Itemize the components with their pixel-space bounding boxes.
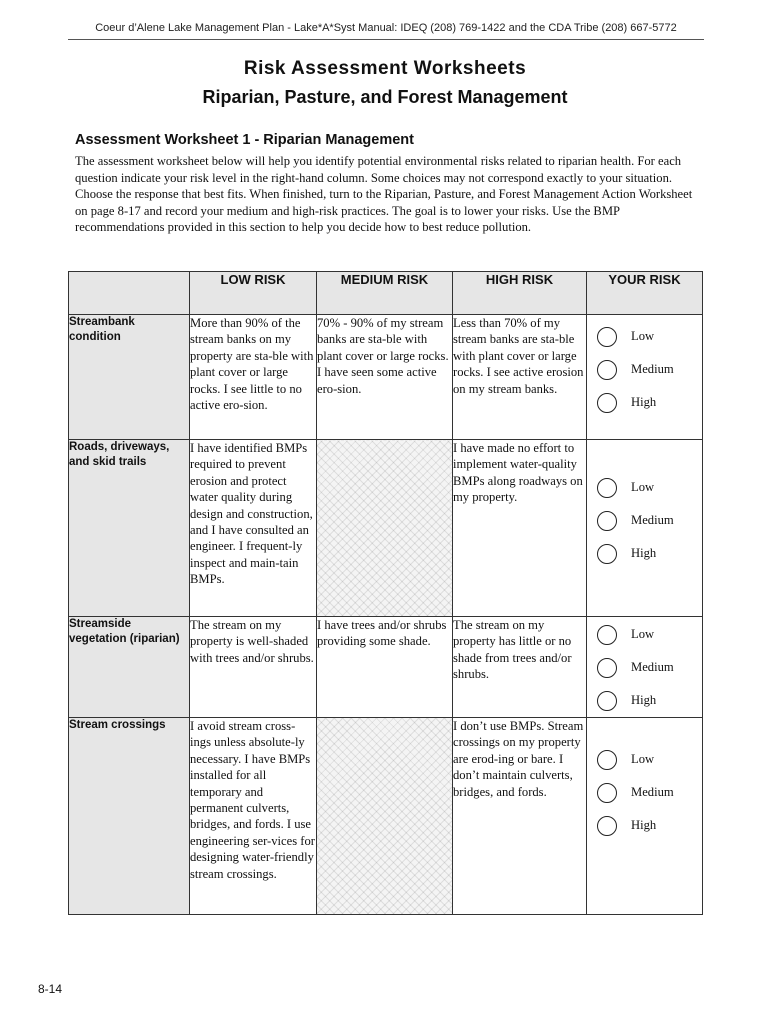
radio-circle-icon[interactable]	[597, 393, 617, 413]
header-corner	[69, 272, 190, 315]
row-label-streamside-vegetation: Streamside vegetation (riparian)	[69, 617, 190, 718]
page-title: Risk Assessment Worksheets	[243, 58, 527, 79]
risk-assessment-table	[68, 271, 703, 915]
your-risk-cell	[587, 440, 703, 617]
header-high-risk: HIGH RISK	[453, 272, 587, 315]
medium-risk-cell: 70% - 90% of my stream banks are sta-ble with plant cover or large rocks. I have seen some active ero-sion.	[317, 315, 453, 440]
low-risk-cell: I avoid stream cross-ings unless absolute-ly necessary. I have BMPs installed for all temporary and permanent culverts, bridges, and fords. I use engineering ser-vices for designing water-friendly stream crossings.	[190, 718, 317, 915]
header-low-risk: LOW RISK	[190, 272, 317, 315]
high-risk-cell: Less than 70% of my stream banks are sta-ble with plant cover or large rocks. I see active erosion on my stream banks.	[453, 315, 587, 440]
option-label: Low	[631, 480, 655, 494]
row-label-streambank: Streambank condition	[69, 315, 190, 440]
row-label-stream-crossings: Stream crossings	[69, 718, 190, 915]
high-risk-cell: I have made no effort to implement water-quality BMPs along roadways on my property.	[453, 440, 587, 617]
radio-circle-icon[interactable]	[597, 544, 617, 564]
option-label: High	[631, 693, 657, 707]
header-rule	[68, 39, 704, 40]
high-risk-cell: I don’t use BMPs. Stream crossings on my property are erod-ing or bare. I don’t maintain culverts, bridges, and fords.	[453, 718, 587, 915]
radio-circle-icon[interactable]	[597, 625, 617, 645]
low-risk-cell: I have identified BMPs required to prevent erosion and protect water quality during design and construction, and I have consulted an engineer. I frequent-ly inspect and main-tain BMPs.	[190, 440, 317, 617]
radio-circle-icon[interactable]	[597, 816, 617, 836]
radio-circle-icon[interactable]	[597, 511, 617, 531]
table-row	[69, 315, 703, 440]
header-your-risk: YOUR RISK	[587, 272, 703, 315]
radio-circle-icon[interactable]	[597, 783, 617, 803]
medium-risk-cell: I have trees and/or shrubs providing some shade.	[317, 617, 453, 718]
radio-circle-icon[interactable]	[597, 691, 617, 711]
table-row	[69, 617, 703, 718]
radio-circle-icon[interactable]	[597, 360, 617, 380]
your-risk-cell	[587, 718, 703, 915]
radio-circle-icon[interactable]	[597, 327, 617, 347]
option-label: Medium	[631, 362, 674, 376]
worksheet-heading: Assessment Worksheet 1 - Riparian Management	[75, 132, 414, 148]
your-risk-cell	[587, 315, 703, 440]
table-row	[69, 440, 703, 617]
table-row	[69, 718, 703, 915]
radio-circle-icon[interactable]	[597, 478, 617, 498]
low-risk-cell: The stream on my property is well-shaded with trees and/or shrubs.	[190, 617, 317, 718]
low-risk-cell: More than 90% of the stream banks on my property are sta-ble with plant cover or large rocks. I see little to no active ero-sion.	[190, 315, 317, 440]
table-header-row	[69, 272, 703, 315]
option-label: Medium	[631, 513, 674, 527]
high-risk-cell: The stream on my property has little or no shade from trees and/or shrubs.	[453, 617, 587, 718]
option-label: Low	[631, 329, 655, 343]
option-label: Low	[631, 752, 655, 766]
page-subtitle: Riparian, Pasture, and Forest Management	[202, 87, 568, 107]
option-label: Medium	[631, 660, 674, 674]
option-label: High	[631, 546, 657, 560]
your-risk-cell	[587, 617, 703, 718]
medium-risk-cell-hatched	[317, 440, 453, 617]
worksheet-intro: The assessment worksheet below will help you identify potential environmental risks related to riparian health. For each question indicate your risk level in the right-hand column. Some choices may not correspond exactly to your situation. Choose the response that best fits. When finished, turn to the Riparian, Pasture, and Forest Management Action Worksheet on page 8-17 and record your medium and high-risk practices. The goal is to lower your risks. Use the BMP recommendations provided in this section to help you decide how to best reduce pollution.	[75, 154, 693, 235]
radio-circle-icon[interactable]	[597, 750, 617, 770]
option-label: High	[631, 818, 657, 832]
option-label: Low	[631, 627, 655, 641]
page-number: 8-14	[38, 982, 63, 996]
medium-risk-cell-hatched	[317, 718, 453, 915]
header-medium-risk: MEDIUM RISK	[317, 272, 453, 315]
option-label: Medium	[631, 785, 674, 799]
running-header: Coeur d’Alene Lake Management Plan - Lake*A*Syst Manual: IDEQ (208) 769-1422 and the CDA Tribe (208) 667-5772	[95, 22, 677, 34]
option-label: High	[631, 395, 657, 409]
radio-circle-icon[interactable]	[597, 658, 617, 678]
row-label-roads: Roads, driveways, and skid trails	[69, 440, 190, 617]
